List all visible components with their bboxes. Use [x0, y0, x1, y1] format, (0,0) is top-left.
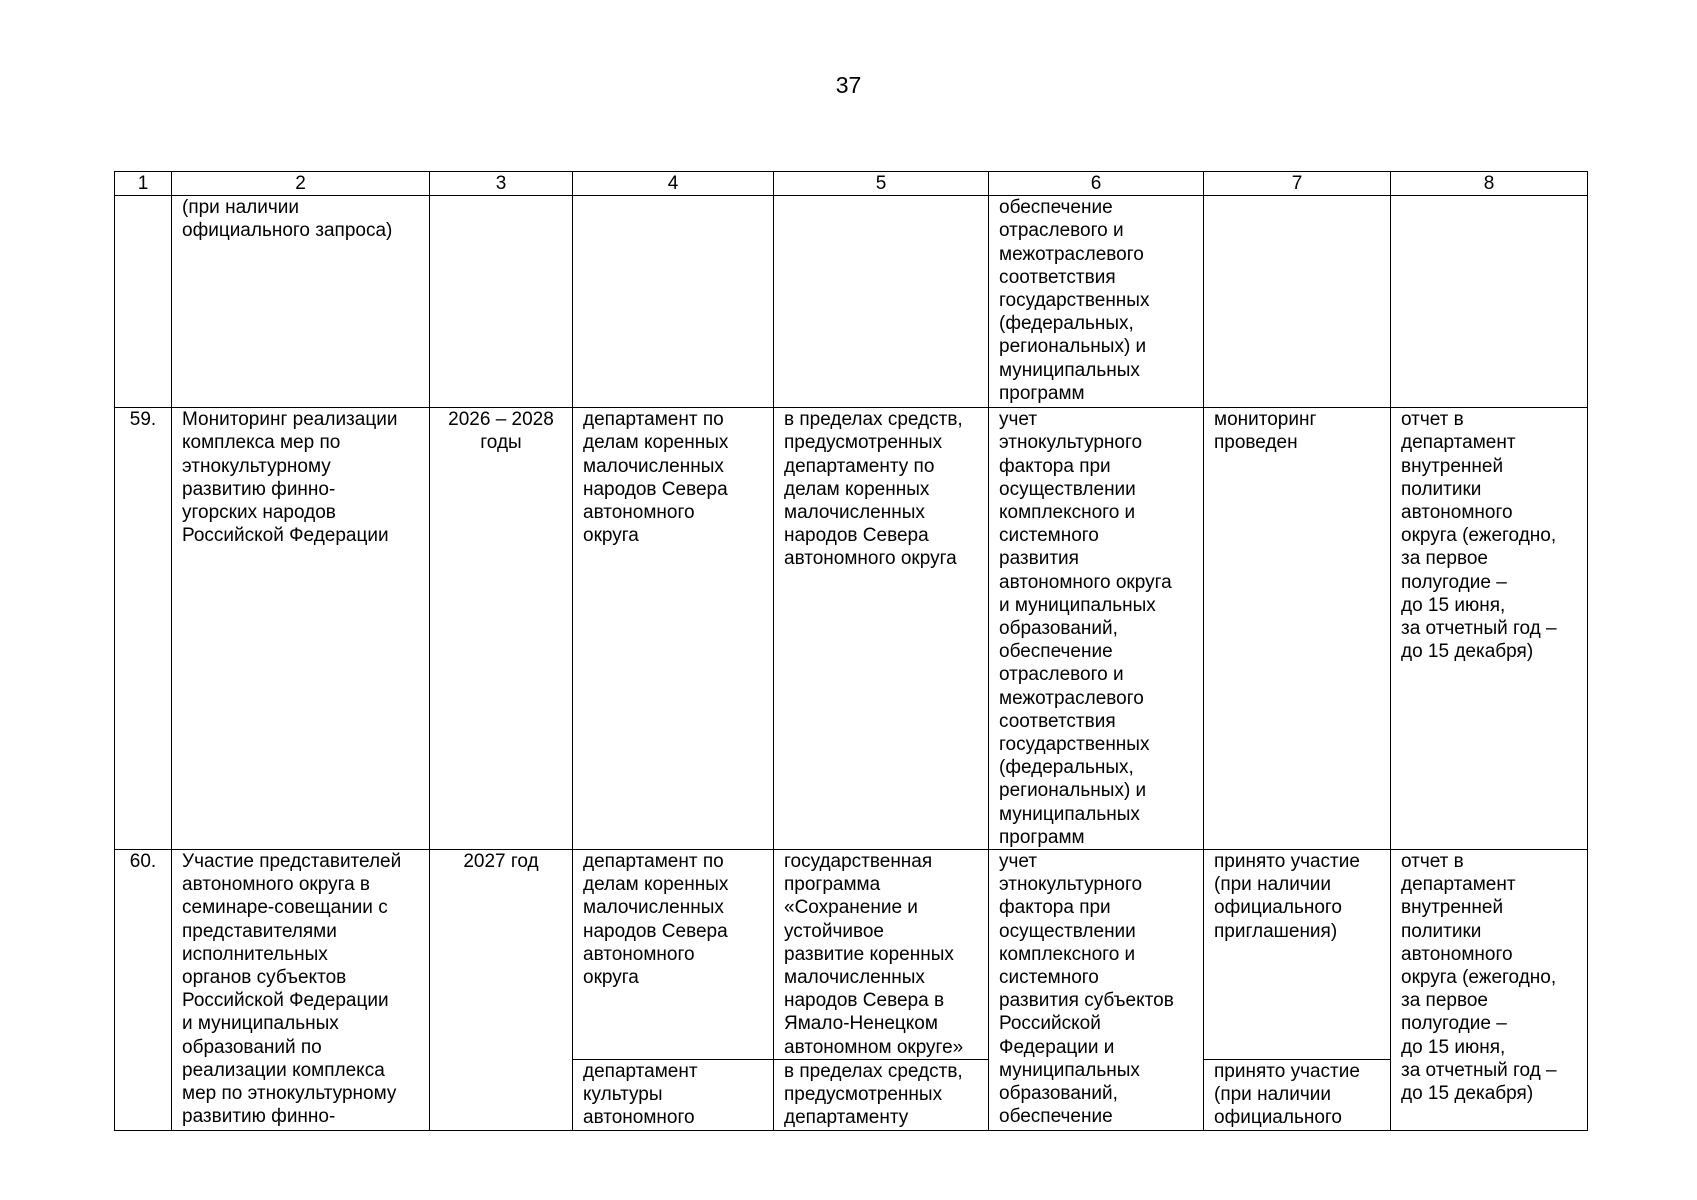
row-number-cell — [115, 196, 172, 408]
indicator-cell — [1204, 196, 1391, 408]
column-number-cell: 4 — [573, 172, 774, 196]
expected-result-cell: обеспечение отраслевого и межотраслевого соответствия государственных (федеральных, региональных) и муниципальных программ — [989, 196, 1204, 408]
measure-name-cell: (при наличии официального запроса) — [172, 196, 430, 408]
deadline-cell — [430, 196, 573, 408]
column-number-cell: 2 — [172, 172, 430, 196]
indicator-cell: мониторинг проведен — [1204, 408, 1391, 850]
measures-table — [114, 171, 1588, 1131]
column-number-cell: 1 — [115, 172, 172, 196]
deadline-cell: 2027 год — [430, 850, 573, 1130]
responsible-cell: департамент культуры автономного — [573, 1059, 774, 1130]
column-number-row — [115, 172, 1588, 196]
reporting-cell: отчет в департамент внутренней политики автономного округа (ежегодно, за первое полугодие – до 15 июня, за отчетный год – до 15 декабря) — [1391, 850, 1588, 1130]
expected-result-cell: учет этнокультурного фактора при осуществлении комплексного и системного развития субъектов Российской Федерации и муниципальных образований, обеспечение — [989, 850, 1204, 1130]
measure-name-cell: Участие представителей автономного округа в семинаре-совещании с представителями исполнительных органов субъектов Российской Федерации и муниципальных образований по реализации комплекса мер по этнокультурному развитию финно- — [172, 850, 430, 1130]
responsible-cell: департамент по делам коренных малочисленных народов Севера автономного округа — [573, 850, 774, 1060]
table-row — [115, 196, 1588, 408]
reporting-cell: отчет в департамент внутренней политики автономного округа (ежегодно, за первое полугодие – до 15 июня, за отчетный год – до 15 декабря) — [1391, 408, 1588, 850]
reporting-cell — [1391, 196, 1588, 408]
expected-result-cell: учет этнокультурного фактора при осуществлении комплексного и системного развития автономного округа и муниципальных образований, обеспечение отраслевого и межотраслевого соответствия государственных (федеральных, региональных) и муниципальных программ — [989, 408, 1204, 850]
indicator-cell: принято участие (при наличии официального приглашения) — [1204, 850, 1391, 1060]
page-number: 37 — [835, 72, 862, 98]
table-row — [115, 408, 1588, 850]
column-number-cell: 7 — [1204, 172, 1391, 196]
funding-source-cell: в пределах средств, предусмотренных департаменту — [774, 1059, 989, 1130]
funding-source-cell: в пределах средств, предусмотренных департаменту по делам коренных малочисленных народов Севера автономного округа — [774, 408, 989, 850]
row-number-cell: 60. — [115, 850, 172, 1130]
column-number-cell: 5 — [774, 172, 989, 196]
column-number-cell: 3 — [430, 172, 573, 196]
table-row — [115, 850, 1588, 1060]
indicator-cell: принято участие (при наличии официального — [1204, 1059, 1391, 1130]
column-number-cell: 6 — [989, 172, 1204, 196]
funding-source-cell — [774, 196, 989, 408]
responsible-cell — [573, 196, 774, 408]
funding-source-cell: государственная программа «Сохранение и устойчивое развитие коренных малочисленных народов Севера в Ямало-Ненецком автономном округе» — [774, 850, 989, 1060]
measure-name-cell: Мониторинг реализации комплекса мер по этнокультурному развитию финно- угорских народов Российской Федерации — [172, 408, 430, 850]
column-number-cell: 8 — [1391, 172, 1588, 196]
responsible-cell: департамент по делам коренных малочисленных народов Севера автономного округа — [573, 408, 774, 850]
row-number-cell: 59. — [115, 408, 172, 850]
deadline-cell: 2026 – 2028 годы — [430, 408, 573, 850]
